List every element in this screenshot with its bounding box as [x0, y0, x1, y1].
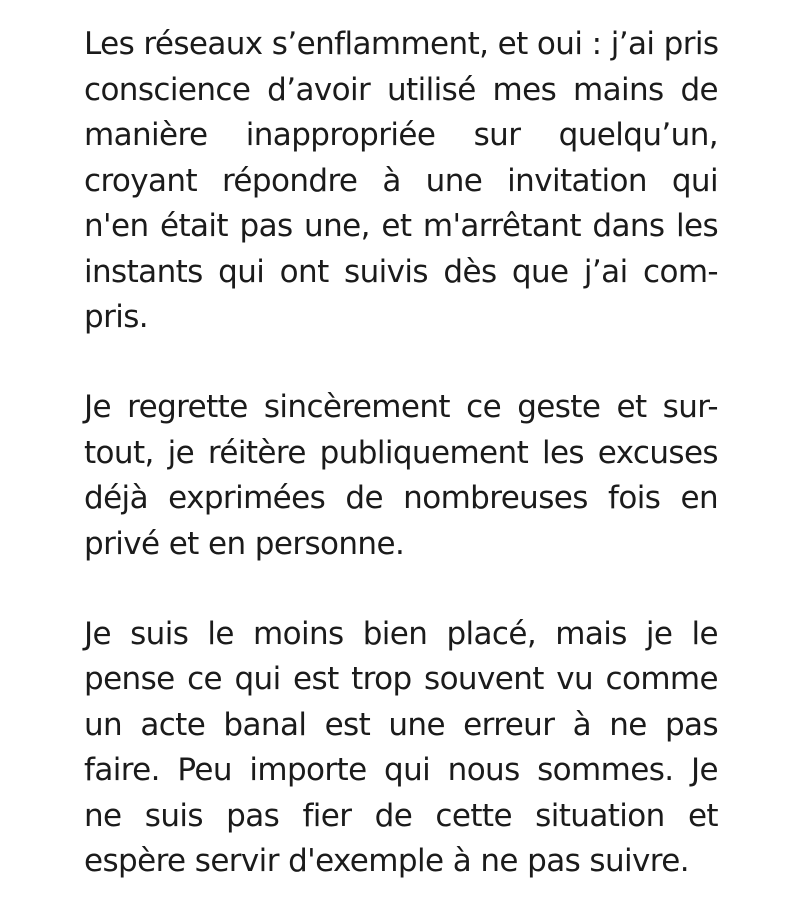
text-line: faire. Peu importe qui nous sommes. Je: [84, 752, 718, 788]
text-line: pense ce qui est trop souvent vu comme: [84, 661, 718, 697]
text-line: croyant répondre à une invitation qui: [84, 162, 718, 199]
text-line: Je suis le moins bien placé, mais je le: [84, 615, 718, 652]
text-line: manière inappropriée sur quelqu’un,: [84, 117, 718, 153]
text-line: instants qui ont suivis dès que j’ai com-: [84, 253, 718, 290]
text-line: un acte banal est une erreur à ne pas: [84, 706, 718, 743]
paragraph-1: [84, 22, 718, 341]
paragraph-2: [84, 385, 718, 567]
paragraph-3: [84, 612, 718, 885]
text-line: ne suis pas fier de cette situation et: [84, 797, 718, 834]
text-line: pris.: [84, 299, 149, 335]
text-line: déjà exprimées de nombreuses fois en: [84, 480, 718, 516]
text-line: conscience d’avoir utilisé mes mains de: [84, 71, 718, 108]
text-line: Les réseaux s’enflamment, et oui : j’ai pris: [84, 26, 719, 62]
text-line: privé et en personne.: [84, 525, 405, 562]
statement-text: [84, 22, 718, 885]
text-line: espère servir d'exemple à ne pas suivre.: [84, 843, 689, 879]
text-line: Je regrette sincèrement ce geste et sur-: [84, 389, 718, 425]
text-line: n'en était pas une, et m'arrêtant dans les: [84, 208, 718, 244]
text-line: tout, je réitère publiquement les excuses: [84, 434, 718, 471]
